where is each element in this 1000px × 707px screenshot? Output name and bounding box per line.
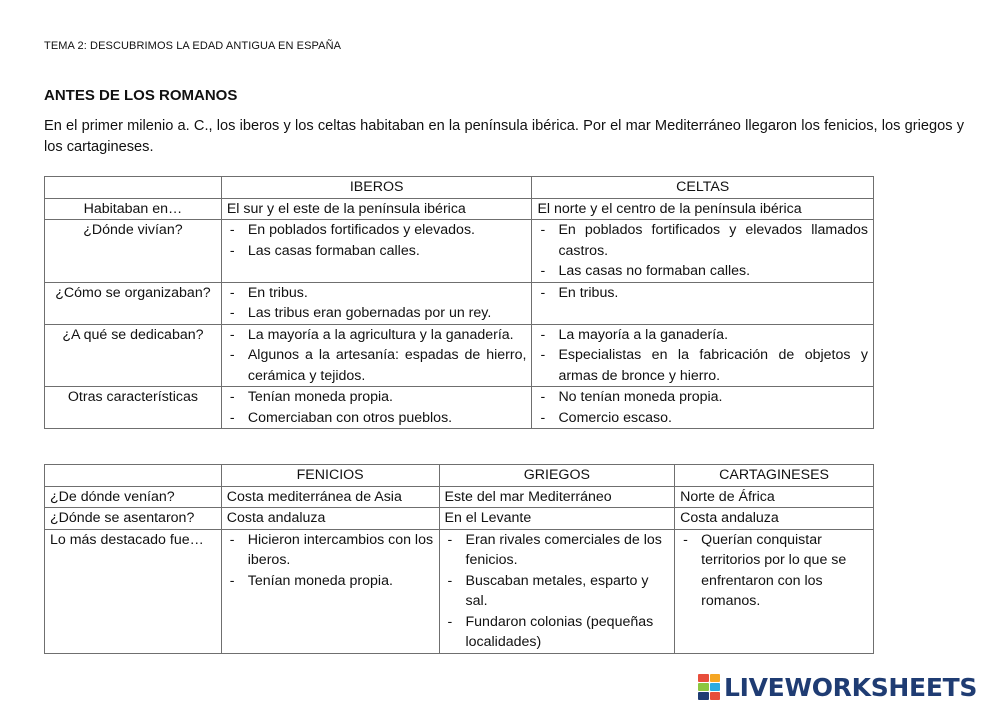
list-item: - En poblados fortificados y elevados. <box>227 220 527 241</box>
list-item: - Buscaban metales, esparto y sal. <box>445 571 670 612</box>
list-item: - No tenían moneda propia. <box>537 387 868 408</box>
logo-square-red-2 <box>710 692 721 700</box>
iberos-celtas-table <box>44 176 874 429</box>
row-label: ¿Dónde se asentaron? <box>45 508 222 530</box>
fenicios-cell: Costa andaluza <box>221 508 439 530</box>
table-row <box>45 387 874 429</box>
logo-square-navy <box>698 692 709 700</box>
list-item: - En tribus. <box>537 283 868 304</box>
cartagineses-cell: Norte de África <box>675 486 874 508</box>
list-item: - Fundaron colonias (pequeñas localidades) <box>445 612 670 653</box>
list-item: - En poblados fortificados y elevados llamados castros. <box>537 220 868 261</box>
row-label: Otras características <box>45 387 222 429</box>
griegos-cell <box>439 529 675 653</box>
iberos-cell <box>221 387 532 429</box>
table-row <box>45 282 874 324</box>
celtas-cell: El norte y el centro de la península ibérica <box>532 198 874 220</box>
column-header-fenicios: FENICIOS <box>221 465 439 487</box>
list-item: - Tenían moneda propia. <box>227 387 527 408</box>
fenicios-cell: Costa mediterránea de Asia <box>221 486 439 508</box>
colonizers-table <box>44 464 874 654</box>
list-item: - Comercio escaso. <box>537 408 868 429</box>
griegos-cell: En el Levante <box>439 508 675 530</box>
row-label: Lo más destacado fue… <box>45 529 222 653</box>
list-item: - Tenían moneda propia. <box>227 571 434 592</box>
list-item: - En tribus. <box>227 283 527 304</box>
list-item: - Comerciaban con otros pueblos. <box>227 408 527 429</box>
iberos-cell <box>221 324 532 387</box>
list-item: - Las tribus eran gobernadas por un rey. <box>227 303 527 324</box>
griegos-cell: Este del mar Mediterráneo <box>439 486 675 508</box>
list-item: - Querían conquistar territorios por lo que se enfrentaron con los romanos. <box>680 530 868 612</box>
table-row <box>45 486 874 508</box>
fenicios-cell <box>221 529 439 653</box>
column-header-empty <box>45 177 222 199</box>
iberos-cell: El sur y el este de la península ibérica <box>221 198 532 220</box>
table-header-row <box>45 177 874 199</box>
row-label: ¿Cómo se organizaban? <box>45 282 222 324</box>
table-row <box>45 529 874 653</box>
logo-text: LIVEWORKSHEETS <box>724 672 978 702</box>
celtas-cell <box>532 324 874 387</box>
liveworksheets-logo-icon <box>698 674 720 700</box>
table-header-row <box>45 465 874 487</box>
list-item: - Eran rivales comerciales de los fenicios. <box>445 530 670 571</box>
logo-square-blue <box>710 683 721 691</box>
row-label: ¿Dónde vivían? <box>45 220 222 283</box>
cartagineses-cell: Costa andaluza <box>675 508 874 530</box>
list-item: - Las casas no formaban calles. <box>537 261 868 282</box>
table-row <box>45 324 874 387</box>
column-header-griegos: GRIEGOS <box>439 465 675 487</box>
celtas-cell <box>532 387 874 429</box>
column-header-iberos: IBEROS <box>221 177 532 199</box>
document-header: TEMA 2: DESCUBRIMOS LA EDAD ANTIGUA EN ESPAÑA <box>44 40 342 52</box>
list-item: - Algunos a la artesanía: espadas de hierro, cerámica y tejidos. <box>227 345 527 386</box>
row-label: ¿A qué se dedicaban? <box>45 324 222 387</box>
section-title: ANTES DE LOS ROMANOS <box>44 87 238 104</box>
logo-square-orange <box>710 674 721 682</box>
celtas-cell <box>532 282 874 324</box>
iberos-cell <box>221 282 532 324</box>
intro-paragraph: En el primer milenio a. C., los iberos y los celtas habitaban en la península ibérica. Por el mar Mediterráneo llegaron los fenicios, los griegos y los cartagineses. <box>44 118 964 155</box>
row-label: ¿De dónde venían? <box>45 486 222 508</box>
logo-square-green <box>698 683 709 691</box>
list-item: - Especialistas en la fabricación de objetos y armas de bronce y hierro. <box>537 345 868 386</box>
row-label: Habitaban en… <box>45 198 222 220</box>
table-row <box>45 198 874 220</box>
logo-square-red <box>698 674 709 682</box>
iberos-cell <box>221 220 532 283</box>
column-header-cartagineses: CARTAGINESES <box>675 465 874 487</box>
list-item: - La mayoría a la ganadería. <box>537 325 868 346</box>
column-header-empty <box>45 465 222 487</box>
table-row <box>45 220 874 283</box>
celtas-cell <box>532 220 874 283</box>
table-row <box>45 508 874 530</box>
cartagineses-cell <box>675 529 874 653</box>
list-item: - La mayoría a la agricultura y la ganadería. <box>227 325 527 346</box>
list-item: - Las casas formaban calles. <box>227 241 527 262</box>
list-item: - Hicieron intercambios con los iberos. <box>227 530 434 571</box>
liveworksheets-logo <box>698 672 977 702</box>
column-header-celtas: CELTAS <box>532 177 874 199</box>
